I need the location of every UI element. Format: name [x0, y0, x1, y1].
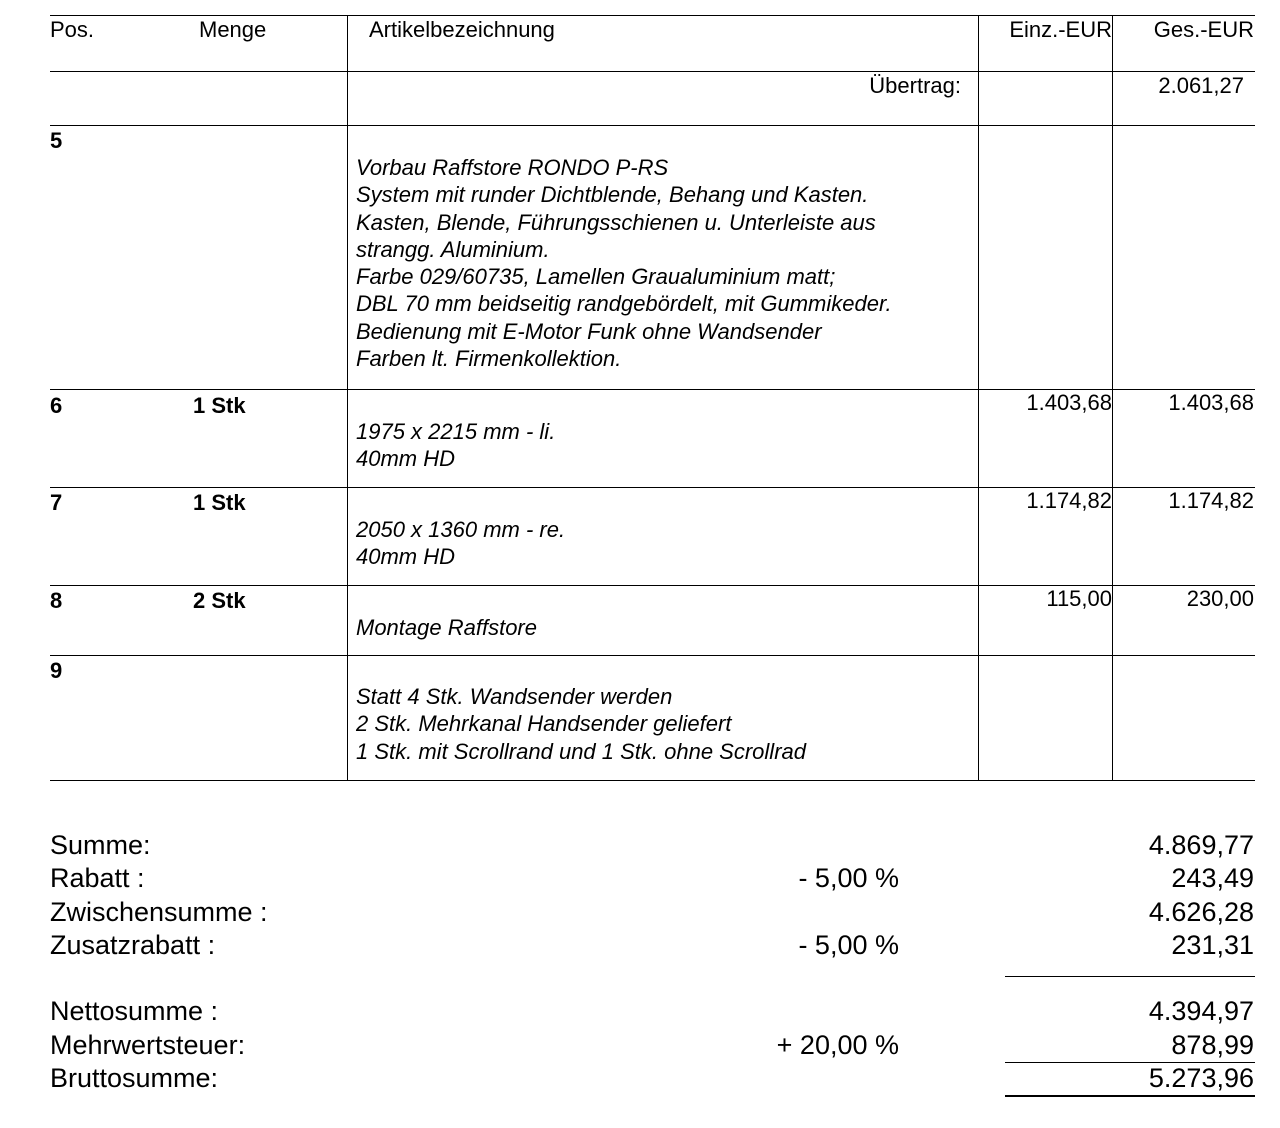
header-pos: Pos. — [50, 17, 95, 42]
description-line: System mit runder Dichtblende, Behang und Kasten. — [356, 182, 869, 208]
header-ges: Ges.-EUR — [1153, 17, 1254, 42]
item-pos: 8 — [50, 588, 63, 613]
description-line: 2050 x 1360 mm - re. — [356, 517, 566, 542]
description-line: Montage Raffstore — [356, 615, 537, 640]
description-line: 1975 x 2215 mm - li. — [356, 419, 556, 444]
description-line: 40mm HD — [356, 446, 456, 472]
item-einz: 1.403,68 — [1026, 390, 1112, 415]
summe-label: Summe: — [50, 830, 151, 860]
summe-value: 4.869,77 — [1148, 830, 1254, 860]
item-description — [356, 683, 806, 765]
column-rule-artikel — [347, 15, 348, 780]
zusatzrabatt-label: Zusatzrabatt : — [50, 930, 216, 960]
row-rule-pos-5 — [50, 125, 1255, 126]
item-ges: 230,00 — [1186, 586, 1254, 611]
item-pos: 7 — [50, 490, 63, 515]
zwischensumme-value: 4.626,28 — [1148, 897, 1254, 927]
item-menge: 1 Stk — [193, 490, 246, 515]
description-line: Vorbau Raffstore RONDO P-RS — [356, 155, 669, 180]
row-rule-pos-9 — [50, 655, 1255, 656]
item-pos: 6 — [50, 393, 63, 418]
table-bottom-rule — [50, 780, 1255, 781]
rabatt-label: Rabatt : — [50, 863, 145, 893]
description-line: Farben lt. Firmenkollektion. — [356, 346, 622, 372]
zwischensumme-label: Zwischensumme : — [50, 897, 268, 927]
item-description — [356, 614, 537, 641]
mwst-label: Mehrwertsteuer: — [50, 1030, 246, 1060]
subtotal-rule — [1005, 976, 1255, 977]
header-artikel: Artikelbezeichnung — [369, 17, 555, 42]
nettosumme-label: Nettosumme : — [50, 996, 219, 1026]
nettosumme-value: 4.394,97 — [1148, 996, 1254, 1026]
item-description — [356, 418, 555, 473]
description-line: DBL 70 mm beidseitig randgebördelt, mit Gummikeder. — [356, 291, 892, 317]
mwst-percent: + 20,00 % — [776, 1030, 899, 1060]
item-einz: 1.174,82 — [1026, 488, 1112, 513]
description-line: Statt 4 Stk. Wandsender werden — [356, 684, 673, 709]
item-description — [356, 516, 565, 571]
description-line: Bedienung mit E-Motor Funk ohne Wandsender — [356, 318, 822, 344]
bruttosumme-label: Bruttosumme: — [50, 1063, 219, 1093]
item-ges: 1.403,68 — [1168, 390, 1254, 415]
header-menge: Menge — [199, 17, 267, 42]
zusatzrabatt-value: 231,31 — [1171, 930, 1254, 960]
rabatt-value: 243,49 — [1171, 863, 1254, 893]
description-line: 40mm HD — [356, 544, 456, 570]
description-line: strangg. Aluminium. — [356, 236, 550, 262]
description-line: 1 Stk. mit Scrollrand und 1 Stk. ohne Scrollrad — [356, 738, 806, 764]
item-ges: 1.174,82 — [1168, 488, 1254, 513]
item-description — [356, 154, 892, 372]
item-pos: 9 — [50, 658, 63, 683]
item-einz: 115,00 — [1046, 586, 1112, 611]
description-line: 2 Stk. Mehrkanal Handsender geliefert — [356, 711, 732, 737]
description-line: Kasten, Blende, Führungsschienen u. Unterleiste aus — [356, 209, 876, 235]
uebertrag-label: Übertrag: — [869, 73, 961, 98]
rabatt-percent: - 5,00 % — [798, 863, 899, 893]
item-pos: 5 — [50, 128, 63, 153]
header-einz: Einz.-EUR — [1009, 17, 1112, 42]
description-line: Farbe 029/60735, Lamellen Graualuminium matt; — [356, 264, 836, 290]
row-rule-uebertrag — [50, 71, 1255, 72]
item-menge: 1 Stk — [193, 393, 246, 418]
uebertrag-value: 2.061,27 — [1158, 73, 1244, 98]
mwst-value: 878,99 — [1171, 1030, 1254, 1060]
item-menge: 2 Stk — [193, 588, 246, 613]
total-double-rule — [1005, 1095, 1255, 1097]
bruttosumme-value: 5.273,96 — [1148, 1063, 1254, 1093]
zusatzrabatt-percent: - 5,00 % — [798, 930, 899, 960]
